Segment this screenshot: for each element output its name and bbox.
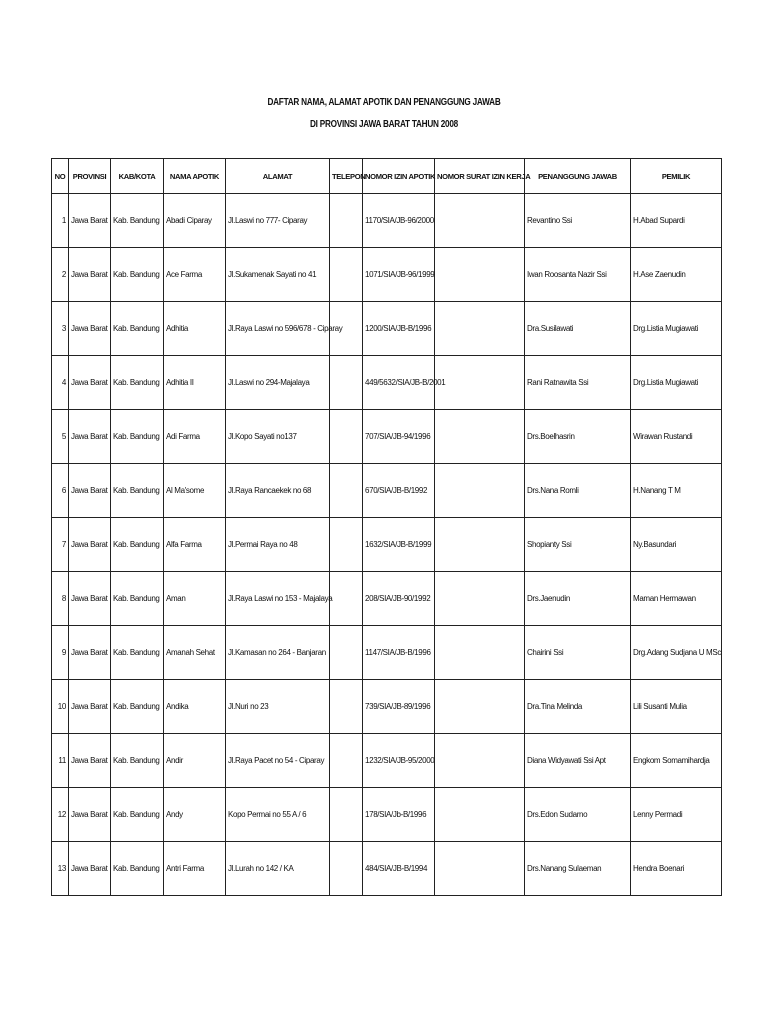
cell-nomor-surat-izin-kerja [435,356,525,410]
cell-penanggung-jawab: Diana Widyawati Ssi Apt [525,734,631,788]
cell-nomor-surat-izin-kerja [435,680,525,734]
table-row [52,518,722,572]
cell-penanggung-jawab: Dra.Susilawati [525,302,631,356]
cell-telepon [330,572,363,626]
cell-nomor-surat-izin-kerja [435,410,525,464]
cell-kabkota: Kab. Bandung [111,842,164,896]
cell-provinsi: Jawa Barat [69,572,111,626]
cell-nomor-izin-apotik: 449/5632/SIA/JB-B/2001 [363,356,435,410]
cell-telepon [330,788,363,842]
table-row [52,680,722,734]
cell-alamat: Jl.Raya Pacet no 54 - Ciparay [226,734,330,788]
cell-penanggung-jawab: Drs.Nana Romli [525,464,631,518]
pharmacy-table [51,158,722,896]
cell-no: 5 [52,410,69,464]
cell-kabkota: Kab. Bandung [111,788,164,842]
cell-provinsi: Jawa Barat [69,626,111,680]
cell-pemilik: Ny.Basundari [631,518,722,572]
header-pemilik: PEMILIK [631,159,722,194]
cell-nama-apotik: Ace Farma [164,248,226,302]
table-row [52,464,722,518]
table-row [52,356,722,410]
cell-alamat: Jl.Kamasan no 264 - Banjaran [226,626,330,680]
cell-nomor-izin-apotik: 707/SIA/JB-94/1996 [363,410,435,464]
table-row [52,302,722,356]
cell-nomor-surat-izin-kerja [435,572,525,626]
cell-no: 9 [52,626,69,680]
cell-telepon [330,842,363,896]
cell-penanggung-jawab: Shopianty Ssi [525,518,631,572]
cell-nomor-surat-izin-kerja [435,626,525,680]
cell-nomor-surat-izin-kerja [435,518,525,572]
cell-nama-apotik: Al Ma'some [164,464,226,518]
cell-provinsi: Jawa Barat [69,680,111,734]
cell-nama-apotik: Amanah Sehat [164,626,226,680]
cell-provinsi: Jawa Barat [69,410,111,464]
cell-nomor-izin-apotik: 1632/SIA/JB-B/1999 [363,518,435,572]
cell-no: 8 [52,572,69,626]
cell-no: 1 [52,194,69,248]
cell-penanggung-jawab: Drs.Jaenudin [525,572,631,626]
cell-alamat: Jl.Laswi no 777- Ciparay [226,194,330,248]
cell-nama-apotik: Andika [164,680,226,734]
cell-provinsi: Jawa Barat [69,842,111,896]
cell-alamat: Jl.Raya Laswi no 596/678 - Ciparay [226,302,330,356]
cell-provinsi: Jawa Barat [69,248,111,302]
cell-telepon [330,410,363,464]
cell-kabkota: Kab. Bandung [111,518,164,572]
document-title-block [0,92,768,136]
cell-provinsi: Jawa Barat [69,464,111,518]
cell-nama-apotik: Adhitia [164,302,226,356]
cell-pemilik: H.Nanang T M [631,464,722,518]
cell-kabkota: Kab. Bandung [111,572,164,626]
header-nama-apotik: NAMA APOTIK [164,159,226,194]
cell-pemilik: Hendra Boenari [631,842,722,896]
cell-alamat: Jl.Lurah no 142 / KA [226,842,330,896]
header-nomor-izin-apotik: NOMOR IZIN APOTIK [363,159,435,194]
cell-nama-apotik: Adhitia II [164,356,226,410]
cell-provinsi: Jawa Barat [69,194,111,248]
cell-kabkota: Kab. Bandung [111,680,164,734]
cell-alamat: Kopo Permai no 55 A / 6 [226,788,330,842]
cell-nomor-surat-izin-kerja [435,248,525,302]
cell-alamat: Jl.Kopo Sayati no137 [226,410,330,464]
cell-nomor-izin-apotik: 670/SIA/JB-B/1992 [363,464,435,518]
cell-penanggung-jawab: Drs.Edon Sudarno [525,788,631,842]
cell-telepon [330,518,363,572]
cell-pemilik: H.Ase Zaenudin [631,248,722,302]
cell-kabkota: Kab. Bandung [111,626,164,680]
cell-nomor-izin-apotik: 1147/SIA/JB-B/1996 [363,626,435,680]
header-provinsi: PROVINSI [69,159,111,194]
cell-no: 4 [52,356,69,410]
cell-alamat: Jl.Raya Laswi no 153 - Majalaya [226,572,330,626]
table-body [52,194,722,896]
document-title: DAFTAR NAMA, ALAMAT APOTIK DAN PENANGGUNG JAWAB [267,97,501,108]
cell-provinsi: Jawa Barat [69,734,111,788]
cell-penanggung-jawab: Rani Ratnawita Ssi [525,356,631,410]
cell-pemilik: Lili Susanti Mulia [631,680,722,734]
cell-penanggung-jawab: Iwan Roosanta Nazir Ssi [525,248,631,302]
cell-kabkota: Kab. Bandung [111,464,164,518]
cell-nomor-izin-apotik: 484/SIA/JB-B/1994 [363,842,435,896]
cell-nama-apotik: Alfa Farma [164,518,226,572]
cell-no: 3 [52,302,69,356]
cell-pemilik: Drg.Listia Mugiawati [631,356,722,410]
cell-no: 12 [52,788,69,842]
cell-telepon [330,356,363,410]
table-row [52,734,722,788]
cell-provinsi: Jawa Barat [69,356,111,410]
cell-penanggung-jawab: Revantino Ssi [525,194,631,248]
cell-alamat: Jl.Sukamenak Sayati no 41 [226,248,330,302]
cell-pemilik: Wirawan Rustandi [631,410,722,464]
cell-alamat: Jl.Nuri no 23 [226,680,330,734]
document-subtitle: DI PROVINSI JAWA BARAT TAHUN 2008 [309,119,459,130]
cell-pemilik: Drg.Adang Sudjana U MSc [631,626,722,680]
header-no: NO [52,159,69,194]
cell-pemilik: Lenny Permadi [631,788,722,842]
cell-kabkota: Kab. Bandung [111,734,164,788]
cell-no: 2 [52,248,69,302]
cell-telepon [330,194,363,248]
header-penanggung-jawab: PENANGGUNG JAWAB [525,159,631,194]
cell-kabkota: Kab. Bandung [111,302,164,356]
cell-nama-apotik: Adi Farma [164,410,226,464]
cell-nomor-surat-izin-kerja [435,734,525,788]
cell-nomor-izin-apotik: 1200/SIA/JB-B/1996 [363,302,435,356]
cell-penanggung-jawab: Drs.Boelhasrin [525,410,631,464]
cell-nomor-surat-izin-kerja [435,302,525,356]
cell-nama-apotik: Abadi Ciparay [164,194,226,248]
cell-kabkota: Kab. Bandung [111,410,164,464]
header-nomor-surat-izin-kerja: NOMOR SURAT IZIN KERJA [435,159,525,194]
cell-nomor-izin-apotik: 178/SIA/Jb-B/1996 [363,788,435,842]
cell-pemilik: Drg.Listia Mugiawati [631,302,722,356]
table-row [52,842,722,896]
cell-penanggung-jawab: Dra.Tina Melinda [525,680,631,734]
cell-provinsi: Jawa Barat [69,518,111,572]
table-row [52,410,722,464]
cell-telepon [330,626,363,680]
cell-alamat: Jl.Raya Rancaekek no 68 [226,464,330,518]
cell-nomor-izin-apotik: 208/SIA/JB-90/1992 [363,572,435,626]
cell-provinsi: Jawa Barat [69,302,111,356]
cell-nomor-surat-izin-kerja [435,842,525,896]
cell-nama-apotik: Aman [164,572,226,626]
cell-nomor-surat-izin-kerja [435,464,525,518]
cell-nama-apotik: Andir [164,734,226,788]
cell-no: 7 [52,518,69,572]
cell-pemilik: Engkom Somamihardja [631,734,722,788]
cell-penanggung-jawab: Chairini Ssi [525,626,631,680]
cell-telepon [330,464,363,518]
cell-nomor-izin-apotik: 1071/SIA/JB-96/1999 [363,248,435,302]
cell-telepon [330,680,363,734]
table-row [52,572,722,626]
cell-no: 13 [52,842,69,896]
cell-kabkota: Kab. Bandung [111,194,164,248]
table-row [52,788,722,842]
header-alamat: ALAMAT [226,159,330,194]
cell-nomor-surat-izin-kerja [435,194,525,248]
cell-kabkota: Kab. Bandung [111,248,164,302]
table-row [52,248,722,302]
cell-telepon [330,248,363,302]
cell-penanggung-jawab: Drs.Nanang Sulaeman [525,842,631,896]
cell-nomor-izin-apotik: 1170/SIA/JB-96/2000 [363,194,435,248]
table-header-row [52,159,722,194]
table-row [52,194,722,248]
cell-no: 6 [52,464,69,518]
cell-telepon [330,734,363,788]
table-row [52,626,722,680]
header-kabkota: KAB/KOTA [111,159,164,194]
cell-nama-apotik: Antri Farma [164,842,226,896]
cell-nomor-izin-apotik: 1232/SIA/JB-95/2000 [363,734,435,788]
cell-provinsi: Jawa Barat [69,788,111,842]
cell-nomor-surat-izin-kerja [435,788,525,842]
cell-pemilik: H.Abad Supardi [631,194,722,248]
cell-no: 10 [52,680,69,734]
cell-nama-apotik: Andy [164,788,226,842]
cell-pemilik: Maman Hermawan [631,572,722,626]
cell-alamat: Jl.Laswi no 294-Majalaya [226,356,330,410]
cell-alamat: Jl.Permai Raya no 48 [226,518,330,572]
header-telepon: TELEPON [330,159,363,194]
cell-kabkota: Kab. Bandung [111,356,164,410]
cell-no: 11 [52,734,69,788]
cell-nomor-izin-apotik: 739/SIA/JB-89/1996 [363,680,435,734]
